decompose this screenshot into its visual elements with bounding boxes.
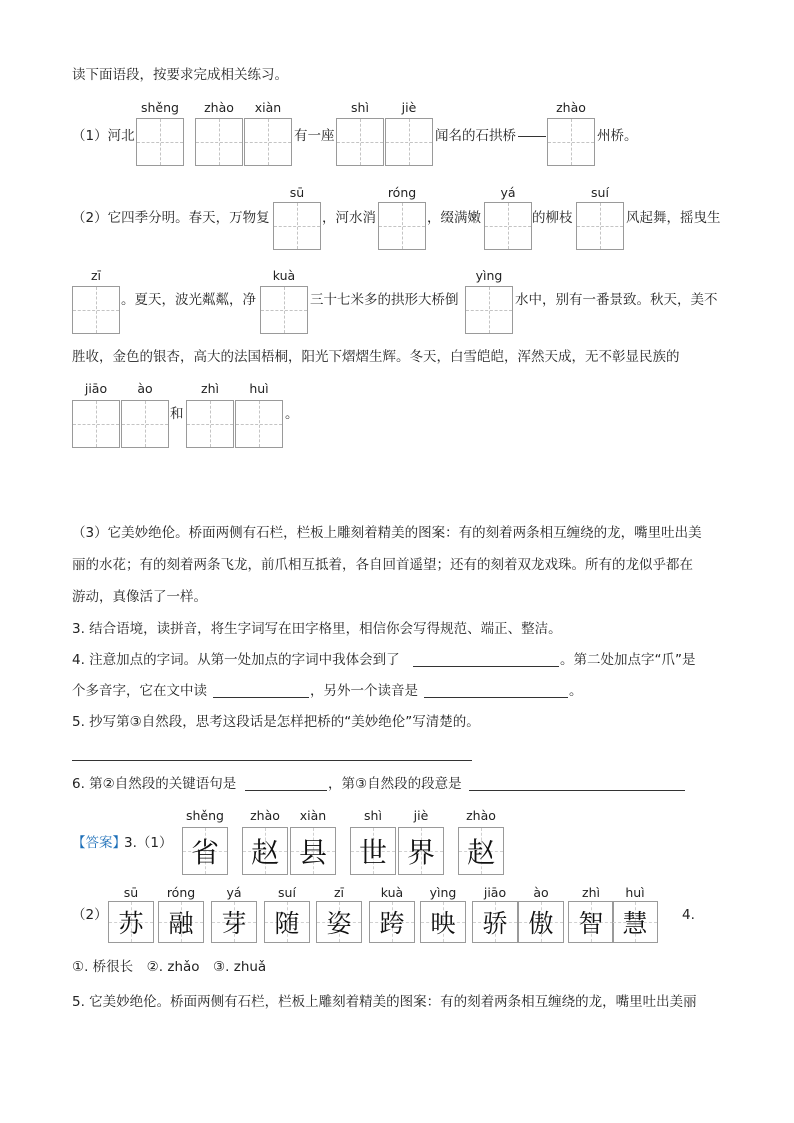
answer-tag: 【答案】	[72, 835, 126, 851]
p2-text: 风起舞，摇曳生	[626, 210, 721, 226]
p1-label: （1）河北	[72, 128, 135, 144]
tianzige-box[interactable]	[273, 202, 321, 250]
answer-box	[158, 901, 204, 943]
q6-text: ，第③自然段的段意是	[328, 776, 462, 792]
pinyin: ào	[533, 885, 549, 900]
pinyin: ào	[137, 381, 153, 396]
pinyin: zhì	[201, 381, 219, 396]
tianzige-box[interactable]	[136, 118, 184, 166]
tianzige-box[interactable]	[244, 118, 292, 166]
answer-char: 映	[430, 909, 456, 938]
pinyin: xiàn	[299, 808, 327, 823]
p2-text: 三十七米多的拱形大桥倒	[310, 292, 459, 308]
pinyin: zhào	[204, 100, 234, 115]
tianzige-box[interactable]	[576, 202, 624, 250]
p3-line: （3）它美妙绝伦。桥面两侧有石栏，栏板上雕刻着精美的图案：有的刻着两条相互缠绕的龙，嘴里吐出美	[72, 525, 702, 541]
pinyin: róng	[387, 185, 417, 200]
pinyin: kuà	[272, 268, 296, 283]
answer-number: 4.	[682, 907, 695, 923]
p2-text: 。	[285, 406, 299, 422]
q4-text: 。	[569, 683, 583, 699]
tianzige-box[interactable]	[195, 118, 243, 166]
pinyin: huì	[625, 885, 645, 900]
answer-box	[568, 901, 614, 943]
answer-char: 世	[358, 836, 387, 869]
answer-label-2: （2）	[72, 907, 108, 923]
answer-box	[472, 901, 518, 943]
answer-char: 随	[274, 909, 300, 938]
pinyin: shěng	[186, 808, 224, 823]
p1-text: 有一座	[294, 128, 335, 144]
pinyin: sū	[289, 185, 305, 200]
answer-box	[398, 827, 444, 875]
answer-blank[interactable]	[413, 666, 559, 667]
answer-box	[108, 901, 154, 943]
pinyin: yá	[500, 185, 516, 200]
p2-text: ，河水消	[322, 210, 376, 226]
p2-label: （2）它四季分明。春天，万物复	[72, 210, 270, 226]
answer-char: 省	[190, 836, 219, 869]
answer-box	[211, 901, 257, 943]
pinyin: jiè	[401, 100, 417, 115]
p2-text: ，缀满嫩	[427, 210, 481, 226]
dash-line	[518, 136, 546, 137]
tianzige-box[interactable]	[547, 118, 595, 166]
answer-box	[518, 901, 564, 943]
question-5: 5. 抄写第③自然段，思考这段话是怎样把桥的“美妙绝伦”写清楚的。	[72, 714, 480, 730]
pinyin: suí	[278, 885, 296, 900]
answer-char: 芽	[221, 909, 247, 938]
answer-box	[612, 901, 658, 943]
pinyin: yìng	[475, 268, 503, 283]
answer-char: 赵	[250, 836, 279, 869]
pinyin: zhào	[556, 100, 586, 115]
pinyin: zī	[90, 268, 102, 283]
pinyin: zhào	[466, 808, 496, 823]
answer-char: 跨	[379, 909, 405, 938]
tianzige-box[interactable]	[72, 286, 120, 334]
q4-text: 个多音字，它在文中读	[72, 683, 207, 699]
answer-box	[290, 827, 336, 875]
answer-box	[182, 827, 228, 875]
answer-box	[242, 827, 288, 875]
tianzige-box[interactable]	[235, 400, 283, 448]
pinyin: róng	[166, 885, 196, 900]
pinyin: yìng	[429, 885, 457, 900]
p2-text: 水中，别有一番景致。秋天，美不	[515, 292, 718, 308]
answer-blank[interactable]	[424, 697, 568, 698]
pinyin: jiè	[413, 808, 429, 823]
answer-char: 姿	[326, 909, 352, 938]
answer-line[interactable]	[72, 760, 472, 761]
pinyin: yá	[226, 885, 242, 900]
tianzige-box[interactable]	[465, 286, 513, 334]
answer-box	[420, 901, 466, 943]
answer-box	[264, 901, 310, 943]
p1-text: 州桥。	[597, 128, 638, 144]
p3-line: 游动，真像活了一样。	[72, 589, 207, 605]
q4-text: ，另外一个读音是	[310, 683, 418, 699]
question-3: 3. 结合语境，读拼音，将生字词写在田字格里，相信你会写得规范、端正、整洁。	[72, 621, 562, 637]
answer-blank[interactable]	[469, 790, 685, 791]
tianzige-box[interactable]	[72, 400, 120, 448]
tianzige-box[interactable]	[260, 286, 308, 334]
pinyin: sū	[123, 885, 139, 900]
q4-text: 4. 注意加点的字词。从第一处加点的字词中我体会到了	[72, 652, 400, 668]
tianzige-box[interactable]	[336, 118, 384, 166]
p2-text: 胜收，金色的银杏，高大的法国梧桐，阳光下熠熠生辉。冬天，白雪皑皑，浑然天成，无不彰显民族的	[72, 349, 680, 365]
tianzige-box[interactable]	[385, 118, 433, 166]
answer-char: 融	[168, 909, 194, 938]
p2-text: 的柳枝	[532, 210, 573, 226]
answer-box	[369, 901, 415, 943]
answer-char: 县	[298, 836, 327, 869]
answer-box	[316, 901, 362, 943]
p3-line: 丽的水花；有的刻着两条飞龙，前爪相互抵着，各自回首遥望；还有的刻着双龙戏珠。所有的龙似乎都在	[72, 557, 693, 573]
pinyin: zhào	[250, 808, 280, 823]
answer-blank[interactable]	[245, 790, 327, 791]
instruction-text: 读下面语段，按要求完成相关练习。	[72, 67, 288, 83]
answer-q5: 5. 它美妙绝伦。桥面两侧有石栏，栏板上雕刻着精美的图案：有的刻着两条相互缠绕的龙，嘴里吐出美丽	[72, 994, 697, 1010]
tianzige-box[interactable]	[484, 202, 532, 250]
tianzige-box[interactable]	[378, 202, 426, 250]
p2-text: 。夏天，波光粼粼，净	[121, 292, 256, 308]
answer-number: 3.（1）	[124, 835, 173, 851]
q6-text: 6. 第②自然段的关键语句是	[72, 776, 237, 792]
q4-text: 。第二处加点字“爪”是	[560, 652, 696, 668]
pinyin: shì	[351, 100, 369, 115]
pinyin: xiàn	[254, 100, 282, 115]
tianzige-box[interactable]	[186, 400, 234, 448]
p1-text: 闻名的石拱桥	[435, 128, 516, 144]
pinyin: jiāo	[483, 885, 507, 900]
p2-text: 和	[170, 406, 184, 422]
pinyin: zhì	[582, 885, 600, 900]
answer-char: 慧	[622, 909, 648, 938]
answer-box	[350, 827, 396, 875]
pinyin: jiāo	[84, 381, 108, 396]
pinyin: shì	[364, 808, 382, 823]
answer-q4: ①. 桥很长 ②. zhǎo ③. zhuǎ	[72, 959, 267, 975]
pinyin: huì	[249, 381, 269, 396]
answer-char: 苏	[118, 909, 144, 938]
pinyin: suí	[591, 185, 609, 200]
answer-char: 赵	[466, 836, 495, 869]
answer-char: 界	[406, 836, 435, 869]
answer-char: 智	[578, 909, 604, 938]
answer-char: 骄	[482, 909, 508, 938]
pinyin: shěng	[141, 100, 179, 115]
pinyin: kuà	[380, 885, 404, 900]
answer-box	[458, 827, 504, 875]
pinyin: zī	[333, 885, 345, 900]
tianzige-box[interactable]	[121, 400, 169, 448]
answer-char: 傲	[528, 909, 554, 938]
answer-blank[interactable]	[213, 697, 309, 698]
